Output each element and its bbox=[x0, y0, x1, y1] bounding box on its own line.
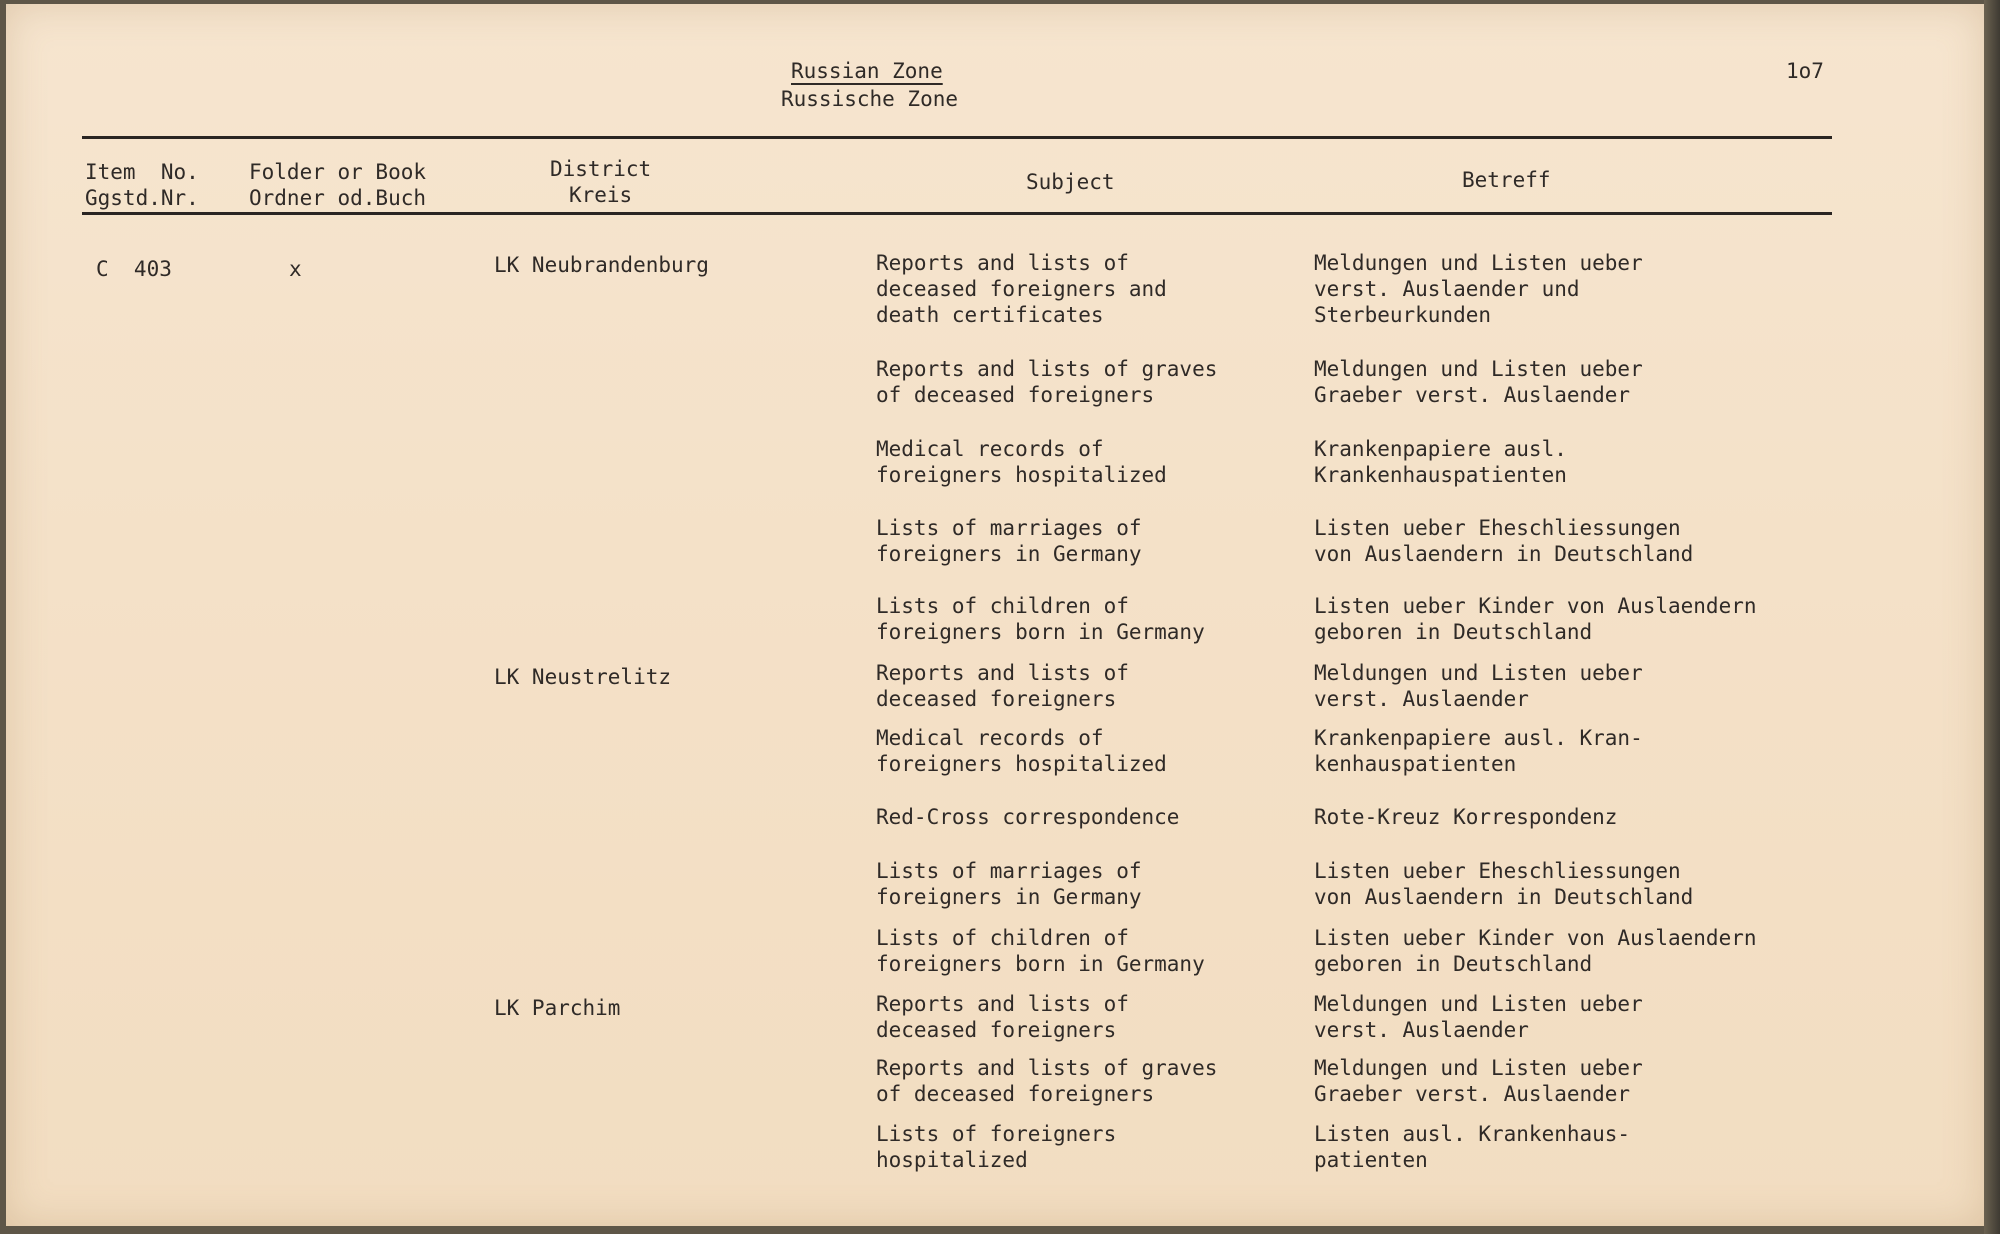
betreff-line: Graeber verst. Auslaender bbox=[1314, 383, 1631, 407]
subject-cell bbox=[876, 660, 1296, 712]
betreff-cell bbox=[1314, 593, 1834, 645]
document-page bbox=[6, 4, 1984, 1226]
betreff-line: Rote-Kreuz Korrespondenz bbox=[1314, 805, 1618, 829]
betreff-line: patienten bbox=[1314, 1148, 1428, 1172]
betreff-cell bbox=[1314, 925, 1834, 977]
subject-cell bbox=[876, 356, 1296, 408]
betreff-line: geboren in Deutschland bbox=[1314, 952, 1593, 976]
subject-line: foreigners born in Germany bbox=[876, 620, 1205, 644]
betreff-cell bbox=[1314, 436, 1834, 488]
betreff-line: Meldungen und Listen ueber bbox=[1314, 251, 1643, 275]
subject-line: of deceased foreigners bbox=[876, 383, 1155, 407]
subject-line: death certificates bbox=[876, 303, 1104, 327]
column-header-item-line1: Item No. bbox=[85, 160, 199, 184]
betreff-cell bbox=[1314, 991, 1834, 1043]
betreff-line: verst. Auslaender bbox=[1314, 1018, 1529, 1042]
betreff-cell bbox=[1314, 515, 1834, 567]
betreff-line: geboren in Deutschland bbox=[1314, 620, 1593, 644]
column-header-district bbox=[550, 156, 651, 208]
betreff-cell bbox=[1314, 356, 1834, 408]
header-rule-bottom bbox=[82, 212, 1832, 215]
betreff-cell bbox=[1314, 250, 1834, 328]
subject-line: Medical records of bbox=[876, 726, 1104, 750]
betreff-cell bbox=[1314, 660, 1834, 712]
column-header-folder bbox=[249, 159, 426, 211]
subject-line: Lists of marriages of bbox=[876, 859, 1142, 883]
district-label: LK Parchim bbox=[494, 996, 621, 1020]
betreff-cell bbox=[1314, 1055, 1834, 1107]
subject-line: foreigners in Germany bbox=[876, 542, 1142, 566]
subject-cell bbox=[876, 991, 1296, 1043]
betreff-cell bbox=[1314, 1121, 1834, 1173]
subject-line: Lists of marriages of bbox=[876, 516, 1142, 540]
subject-cell bbox=[876, 858, 1296, 910]
subject-line: Reports and lists of bbox=[876, 661, 1129, 685]
binding-edge bbox=[1984, 0, 2000, 1234]
column-header-folder-line1: Folder or Book bbox=[249, 160, 427, 184]
subject-line: Red-Cross correspondence bbox=[876, 805, 1180, 829]
subject-cell bbox=[876, 725, 1296, 777]
betreff-line: Listen ausl. Krankenhaus- bbox=[1314, 1122, 1631, 1146]
subject-cell bbox=[876, 250, 1296, 328]
betreff-line: Listen ueber Eheschliessungen bbox=[1314, 516, 1681, 540]
page-title-german: Russische Zone bbox=[781, 87, 959, 111]
column-header-district-line1: District bbox=[550, 157, 652, 181]
betreff-cell bbox=[1314, 725, 1834, 777]
subject-line: deceased foreigners bbox=[876, 1018, 1117, 1042]
subject-cell bbox=[876, 593, 1296, 645]
betreff-cell bbox=[1314, 858, 1834, 910]
betreff-line: Meldungen und Listen ueber bbox=[1314, 661, 1643, 685]
subject-cell bbox=[876, 804, 1296, 830]
betreff-cell bbox=[1314, 804, 1834, 830]
betreff-line: Meldungen und Listen ueber bbox=[1314, 357, 1643, 381]
subject-line: Lists of children of bbox=[876, 594, 1129, 618]
column-header-district-line2: Kreis bbox=[568, 183, 633, 207]
subject-cell bbox=[876, 515, 1296, 567]
column-header-subject: Subject bbox=[1026, 170, 1115, 194]
betreff-line: Sterbeurkunden bbox=[1314, 303, 1492, 327]
betreff-line: Krankenpapiere ausl. Kran- bbox=[1314, 726, 1643, 750]
betreff-line: verst. Auslaender und bbox=[1314, 277, 1580, 301]
column-header-item-no bbox=[85, 159, 199, 211]
betreff-line: Meldungen und Listen ueber bbox=[1314, 992, 1643, 1016]
district-label: LK Neubrandenburg bbox=[494, 253, 709, 277]
subject-cell bbox=[876, 925, 1296, 977]
district-label: LK Neustrelitz bbox=[494, 665, 672, 689]
subject-cell bbox=[876, 436, 1296, 488]
betreff-line: Krankenhauspatienten bbox=[1314, 463, 1567, 487]
page-number: 1o7 bbox=[1786, 59, 1824, 83]
item-number: C 403 bbox=[96, 257, 172, 281]
betreff-line: Krankenpapiere ausl. bbox=[1314, 437, 1567, 461]
subject-line: Reports and lists of bbox=[876, 251, 1129, 275]
column-header-betreff: Betreff bbox=[1462, 168, 1551, 192]
subject-line: foreigners in Germany bbox=[876, 885, 1142, 909]
page-title-english: Russian Zone bbox=[791, 59, 943, 83]
betreff-line: von Auslaendern in Deutschland bbox=[1314, 885, 1694, 909]
column-header-item-line2: Ggstd.Nr. bbox=[85, 186, 199, 210]
subject-cell bbox=[876, 1121, 1296, 1173]
betreff-line: kenhauspatienten bbox=[1314, 752, 1517, 776]
header-rule-top bbox=[82, 136, 1832, 139]
subject-line: Reports and lists of graves bbox=[876, 1056, 1218, 1080]
column-header-folder-line2: Ordner od.Buch bbox=[249, 186, 427, 210]
subject-line: deceased foreigners bbox=[876, 687, 1117, 711]
subject-cell bbox=[876, 1055, 1296, 1107]
folder-mark: x bbox=[289, 257, 302, 281]
subject-line: foreigners born in Germany bbox=[876, 952, 1205, 976]
betreff-line: Listen ueber Kinder von Auslaendern bbox=[1314, 594, 1757, 618]
subject-line: deceased foreigners and bbox=[876, 277, 1167, 301]
subject-line: Reports and lists of graves bbox=[876, 357, 1218, 381]
betreff-line: Meldungen und Listen ueber bbox=[1314, 1056, 1643, 1080]
betreff-line: von Auslaendern in Deutschland bbox=[1314, 542, 1694, 566]
subject-line: foreigners hospitalized bbox=[876, 463, 1167, 487]
betreff-line: Graeber verst. Auslaender bbox=[1314, 1082, 1631, 1106]
betreff-line: verst. Auslaender bbox=[1314, 687, 1529, 711]
subject-line: Medical records of bbox=[876, 437, 1104, 461]
betreff-line: Listen ueber Eheschliessungen bbox=[1314, 859, 1681, 883]
betreff-line: Listen ueber Kinder von Auslaendern bbox=[1314, 926, 1757, 950]
subject-line: of deceased foreigners bbox=[876, 1082, 1155, 1106]
subject-line: Lists of foreigners bbox=[876, 1122, 1117, 1146]
subject-line: Reports and lists of bbox=[876, 992, 1129, 1016]
subject-line: hospitalized bbox=[876, 1148, 1028, 1172]
subject-line: foreigners hospitalized bbox=[876, 752, 1167, 776]
subject-line: Lists of children of bbox=[876, 926, 1129, 950]
